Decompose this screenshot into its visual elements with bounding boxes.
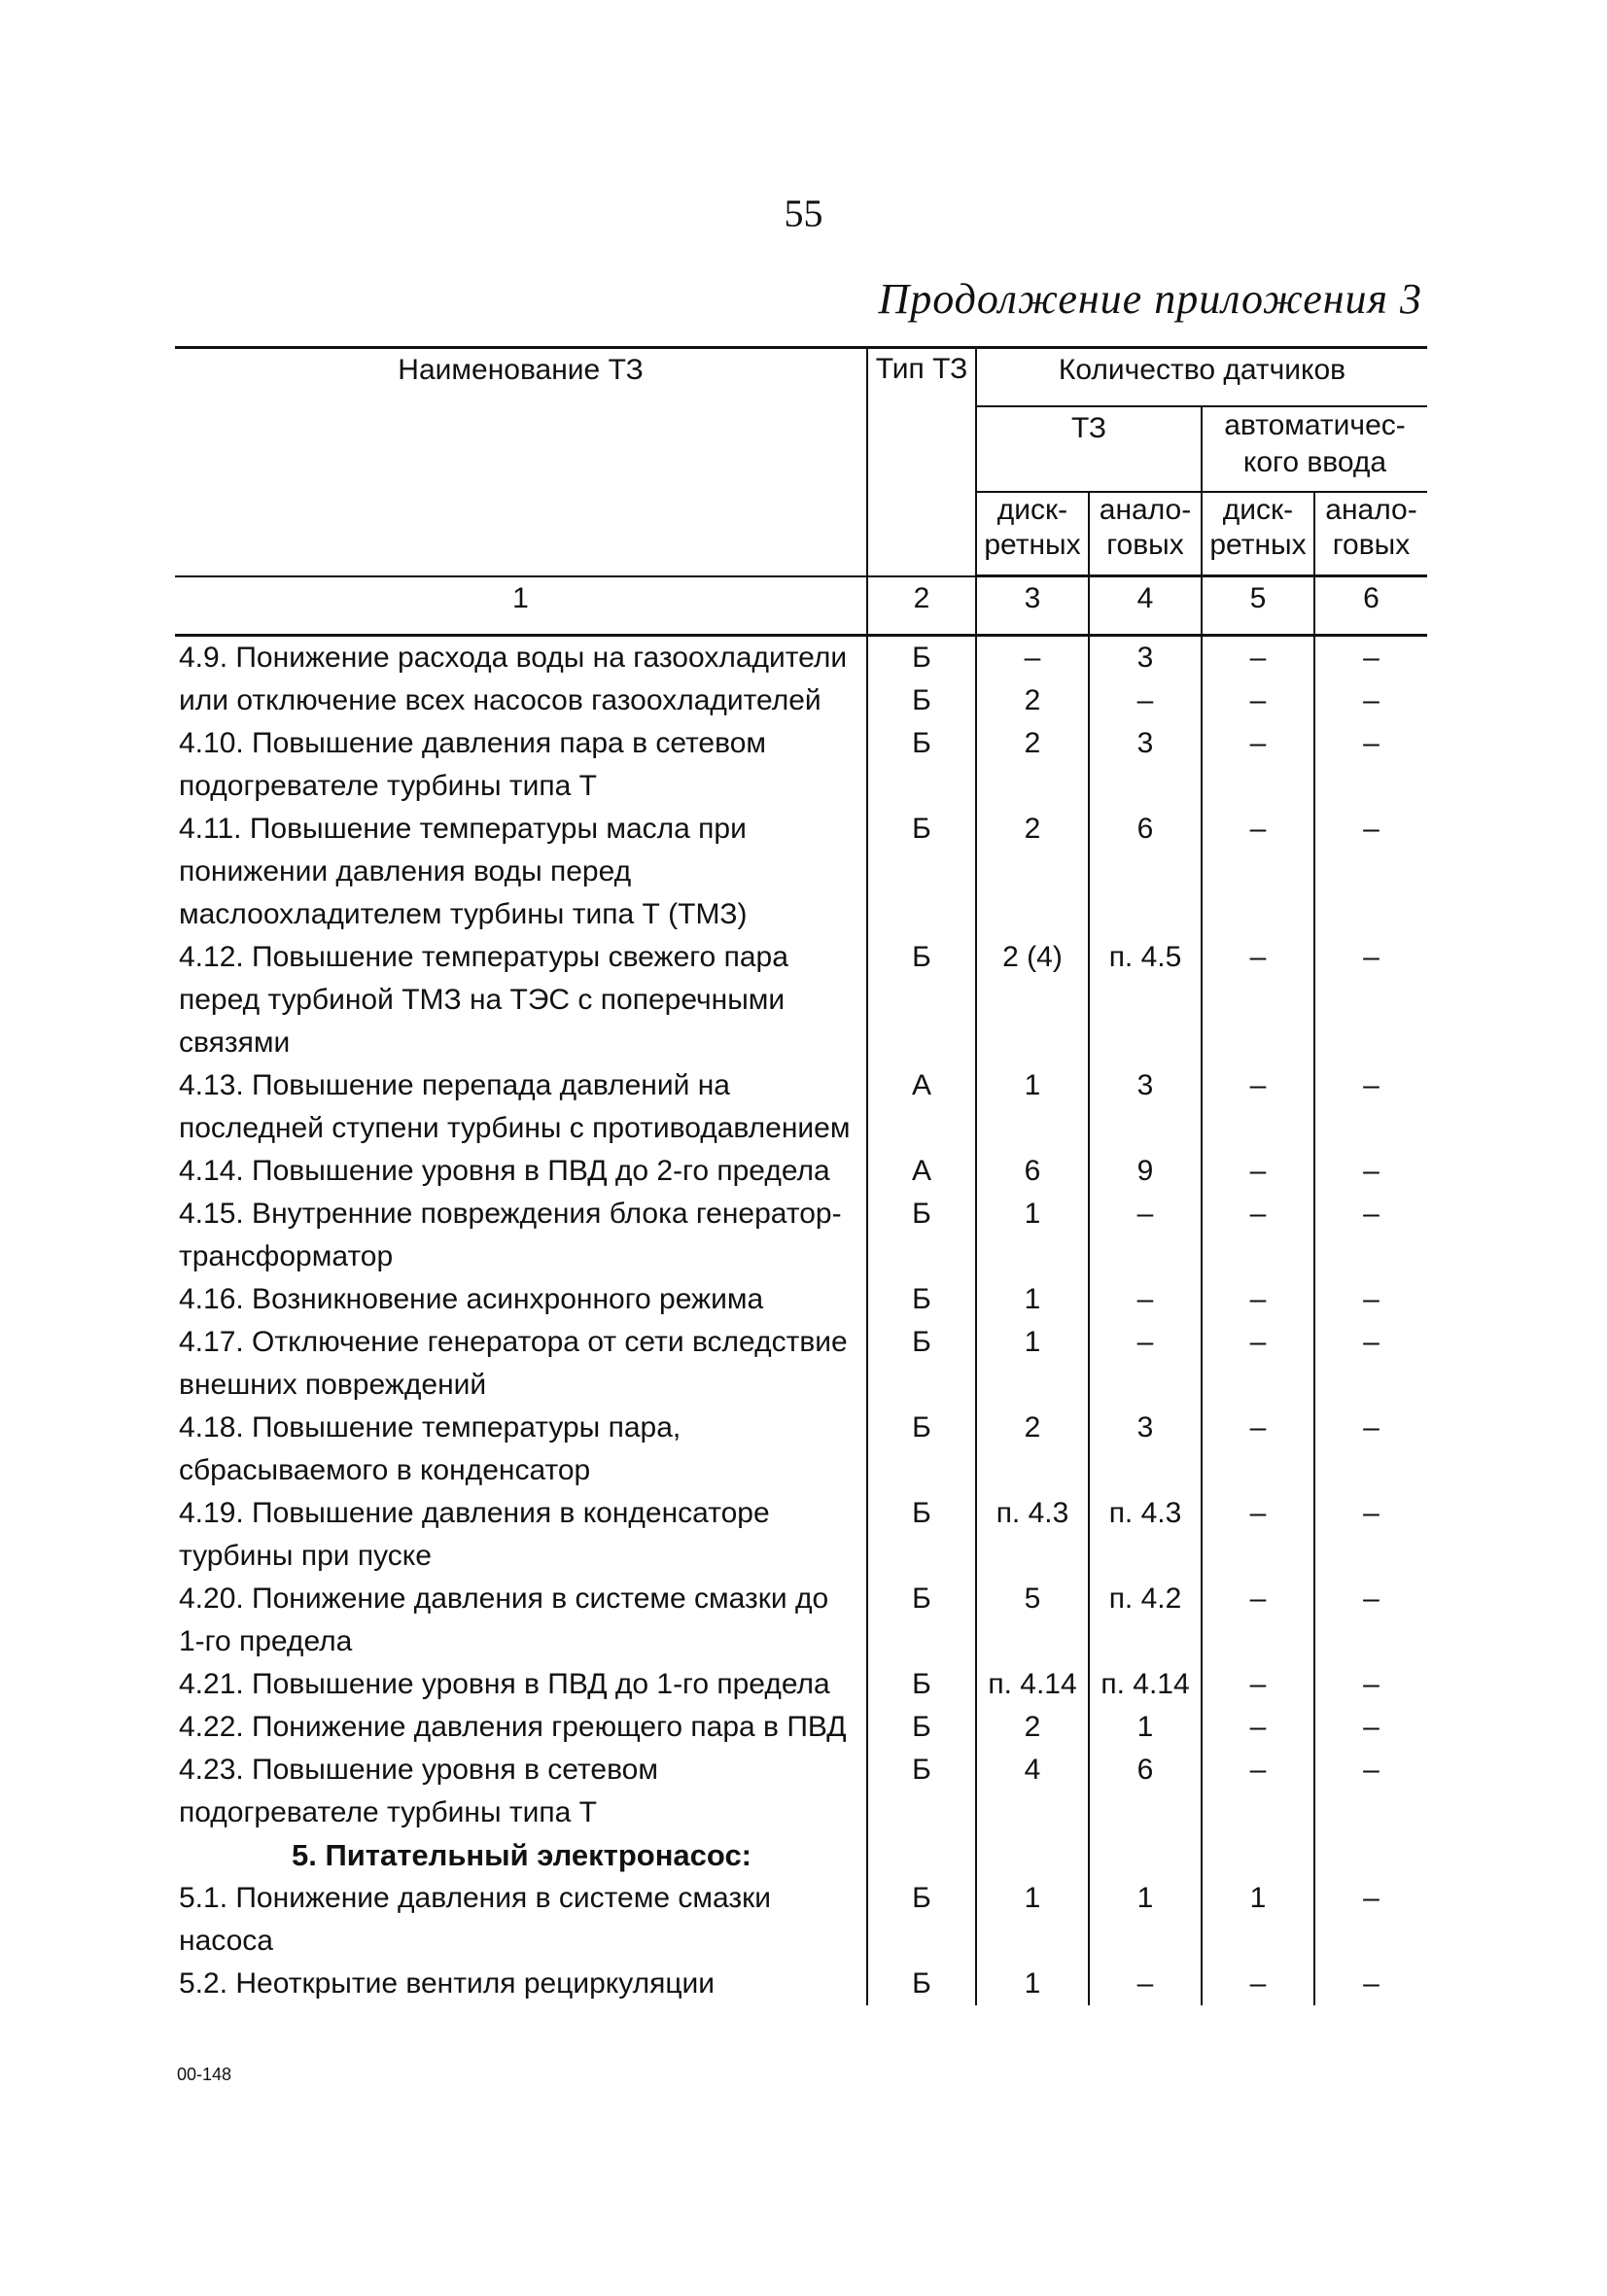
- table-row: [175, 1407, 1427, 1492]
- row-auto-analog: –: [1363, 727, 1380, 759]
- row-auto-discrete: –: [1202, 1064, 1314, 1150]
- row-auto-analog: –: [1363, 1754, 1380, 1786]
- row-tz-discrete: п. 4.14: [976, 1663, 1089, 1706]
- row-type: Б: [867, 1492, 976, 1578]
- row-tz-analog: 3: [1089, 636, 1202, 680]
- row-auto-analog: –: [1363, 1155, 1380, 1187]
- table-row: [175, 1877, 1427, 1963]
- row-name: 5.1. Понижение давления в системе смазки насоса: [175, 1877, 867, 1963]
- row-tz-analog: п. 4.3: [1089, 1492, 1202, 1578]
- table-body: [175, 636, 1427, 2006]
- row-tz-discrete: п. 4.3: [976, 1492, 1089, 1578]
- header-auto-discrete: диск-ретных: [1202, 492, 1314, 576]
- row-auto-discrete: –: [1202, 1749, 1314, 1834]
- row-tz-analog: п. 4.2: [1089, 1578, 1202, 1663]
- row-type: Б: [867, 1193, 976, 1278]
- header-tz: ТЗ: [976, 406, 1202, 492]
- row-auto-discrete: –: [1202, 1407, 1314, 1492]
- header-auto-input: автоматичес-кого ввода: [1202, 406, 1427, 492]
- row-tz-analog: 6: [1089, 1749, 1202, 1834]
- row-tz-analog: 3: [1089, 1064, 1202, 1150]
- row-name: 4.17. Отключение генератора от сети вследствие внешних повреждений: [175, 1321, 867, 1407]
- row-type: Б: [867, 1278, 976, 1321]
- row-tz-discrete: 1: [976, 1193, 1089, 1278]
- row-name: 4.18. Повышение температуры пара, сбрасываемого в конденсатор: [175, 1407, 867, 1492]
- continuation-title: Продолжение приложения 3: [878, 275, 1422, 323]
- table-row: [175, 1663, 1427, 1706]
- row-name: 4.22. Понижение давления греющего пара в ПВД: [175, 1706, 867, 1749]
- table-row: [175, 1706, 1427, 1749]
- row-tz-analog: –: [1089, 1193, 1202, 1278]
- col-number: 1: [175, 576, 867, 636]
- row-auto-analog: –: [1363, 1668, 1380, 1700]
- row-auto-discrete: 1: [1202, 1877, 1314, 1963]
- table-row: [175, 936, 1427, 1064]
- row-tz-discrete: 4: [976, 1749, 1089, 1834]
- table-row: [175, 1749, 1427, 1834]
- row-tz-discrete: 2: [976, 679, 1089, 722]
- row-type: Б: [867, 1663, 976, 1706]
- table-row: [175, 1150, 1427, 1193]
- row-auto-analog: –: [1363, 1326, 1380, 1358]
- row-auto-analog: –: [1363, 1967, 1380, 2000]
- row-name: 4.14. Повышение уровня в ПВД до 2-го предела: [175, 1150, 867, 1193]
- section-row: [175, 1834, 1427, 1877]
- row-tz-discrete: 1: [976, 1963, 1089, 2005]
- row-tz-discrete: 2: [976, 808, 1089, 936]
- row-auto-discrete: –: [1202, 636, 1314, 680]
- row-auto-discrete: –: [1202, 1492, 1314, 1578]
- header-type: Тип ТЗ: [867, 348, 976, 576]
- row-tz-discrete: 1: [976, 1064, 1089, 1150]
- row-tz-analog: 9: [1089, 1150, 1202, 1193]
- table-row: [175, 808, 1427, 936]
- row-tz-discrete: 2: [976, 722, 1089, 808]
- row-name: 4.19. Повышение давления в конденсаторе турбины при пуске: [175, 1492, 867, 1578]
- row-tz-analog: п. 4.14: [1089, 1663, 1202, 1706]
- row-auto-discrete: –: [1202, 1963, 1314, 2005]
- row-name: 4.21. Повышение уровня в ПВД до 1-го предела: [175, 1663, 867, 1706]
- row-type: Б: [867, 636, 976, 680]
- row-tz-analog: –: [1089, 1963, 1202, 2005]
- row-name: 4.20. Понижение давления в системе смазки до 1-го предела: [175, 1578, 867, 1663]
- row-auto-discrete: –: [1202, 936, 1314, 1064]
- row-type: Б: [867, 1877, 976, 1963]
- row-tz-discrete: 5: [976, 1578, 1089, 1663]
- row-type: А: [867, 1064, 976, 1150]
- row-tz-analog: –: [1089, 1278, 1202, 1321]
- row-tz-discrete: 1: [976, 1278, 1089, 1321]
- table-row: [175, 1278, 1427, 1321]
- row-type: А: [867, 1150, 976, 1193]
- table-row: [175, 636, 1427, 680]
- row-type: Б: [867, 1321, 976, 1407]
- header-sensor-count: Количество датчиков: [976, 348, 1427, 407]
- row-tz-analog: –: [1089, 679, 1202, 722]
- row-tz-discrete: 2 (4): [976, 936, 1089, 1064]
- col-number: 5: [1202, 576, 1314, 636]
- row-auto-discrete: –: [1202, 1578, 1314, 1663]
- row-name: или отключение всех насосов газоохладителей: [175, 679, 867, 722]
- row-type: Б: [867, 1578, 976, 1663]
- table-row: [175, 1963, 1427, 2005]
- row-auto-analog: –: [1363, 642, 1380, 674]
- row-name: 4.11. Повышение температуры масла при понижении давления воды перед маслоохладителем турбины типа Т (ТМЗ): [175, 808, 867, 936]
- table-row: [175, 1492, 1427, 1578]
- row-type: [867, 1834, 976, 1877]
- row-auto-discrete: –: [1202, 1150, 1314, 1193]
- row-tz-discrete: 2: [976, 1706, 1089, 1749]
- row-name: 5. Питательный электронасос:: [175, 1834, 867, 1877]
- row-name: 4.15. Внутренние повреждения блока генератор-трансформатор: [175, 1193, 867, 1278]
- row-name: 4.9. Понижение расхода воды на газоохладители: [175, 636, 867, 680]
- row-auto-discrete: –: [1202, 1193, 1314, 1278]
- table-row: [175, 1321, 1427, 1407]
- col-number: 3: [976, 576, 1089, 636]
- row-auto-discrete: –: [1202, 1706, 1314, 1749]
- row-name: 4.12. Повышение температуры свежего пара перед турбиной ТМЗ на ТЭС с поперечными связями: [175, 936, 867, 1064]
- table-row: [175, 1064, 1427, 1150]
- row-type: Б: [867, 1963, 976, 2005]
- table-row: [175, 1578, 1427, 1663]
- row-type: Б: [867, 1407, 976, 1492]
- row-tz-analog: 3: [1089, 722, 1202, 808]
- row-auto-analog: –: [1363, 1882, 1380, 1914]
- row-tz-discrete: 1: [976, 1321, 1089, 1407]
- row-auto-analog: –: [1363, 1711, 1380, 1743]
- row-auto-discrete: –: [1202, 1321, 1314, 1407]
- table-row: [175, 722, 1427, 808]
- row-auto-analog: –: [1363, 1198, 1380, 1230]
- row-name: 4.10. Повышение давления пара в сетевом подогревателе турбины типа Т: [175, 722, 867, 808]
- row-auto-discrete: –: [1202, 808, 1314, 936]
- col-number: 6: [1314, 576, 1427, 636]
- row-type: Б: [867, 936, 976, 1064]
- header-name: Наименование ТЗ: [175, 348, 867, 576]
- row-tz-analog: п. 4.5: [1089, 936, 1202, 1064]
- row-auto-analog: –: [1363, 1283, 1380, 1315]
- table-row: [175, 679, 1427, 722]
- row-type: Б: [867, 1749, 976, 1834]
- footer-code: 00-148: [177, 2065, 232, 2084]
- row-type: Б: [867, 808, 976, 936]
- table-row: [175, 1193, 1427, 1278]
- row-auto-analog: –: [1363, 1583, 1380, 1615]
- row-name: 4.16. Возникновение асинхронного режима: [175, 1278, 867, 1321]
- header-auto-analog: анало-говых: [1314, 492, 1427, 576]
- row-tz-discrete: 2: [976, 1407, 1089, 1492]
- row-tz-analog: –: [1089, 1321, 1202, 1407]
- row-type: Б: [867, 1706, 976, 1749]
- row-tz-analog: [1089, 1834, 1202, 1877]
- row-auto-analog: [1314, 1834, 1427, 1877]
- row-tz-analog: 3: [1089, 1407, 1202, 1492]
- row-auto-analog: –: [1363, 941, 1380, 973]
- row-tz-analog: 1: [1089, 1877, 1202, 1963]
- row-auto-analog: –: [1363, 1069, 1380, 1101]
- row-tz-discrete: [976, 1834, 1089, 1877]
- row-tz-analog: 1: [1089, 1706, 1202, 1749]
- row-auto-discrete: [1202, 1834, 1314, 1877]
- header-tz-discrete: диск-ретных: [976, 492, 1089, 576]
- row-auto-discrete: –: [1202, 1278, 1314, 1321]
- row-auto-analog: –: [1363, 684, 1380, 716]
- sensor-count-table: [175, 346, 1427, 2005]
- row-auto-discrete: –: [1202, 679, 1314, 722]
- row-name: 4.23. Повышение уровня в сетевом подогревателе турбины типа Т: [175, 1749, 867, 1834]
- row-auto-analog: –: [1363, 1411, 1380, 1444]
- row-name: 4.13. Повышение перепада давлений на последней ступени турбины с противодавлением: [175, 1064, 867, 1150]
- row-auto-discrete: –: [1202, 722, 1314, 808]
- row-auto-analog: –: [1363, 1497, 1380, 1529]
- row-name: 5.2. Неоткрытие вентиля рециркуляции: [175, 1963, 867, 2005]
- col-number: 4: [1089, 576, 1202, 636]
- page-number: 55: [784, 191, 823, 235]
- header-tz-analog: анало-говых: [1089, 492, 1202, 576]
- row-type: Б: [867, 679, 976, 722]
- row-tz-discrete: 6: [976, 1150, 1089, 1193]
- row-tz-analog: 6: [1089, 808, 1202, 936]
- row-type: Б: [867, 722, 976, 808]
- row-auto-analog: –: [1363, 813, 1380, 845]
- row-tz-discrete: –: [976, 636, 1089, 680]
- col-number: 2: [867, 576, 976, 636]
- row-tz-discrete: 1: [976, 1877, 1089, 1963]
- row-auto-discrete: –: [1202, 1663, 1314, 1706]
